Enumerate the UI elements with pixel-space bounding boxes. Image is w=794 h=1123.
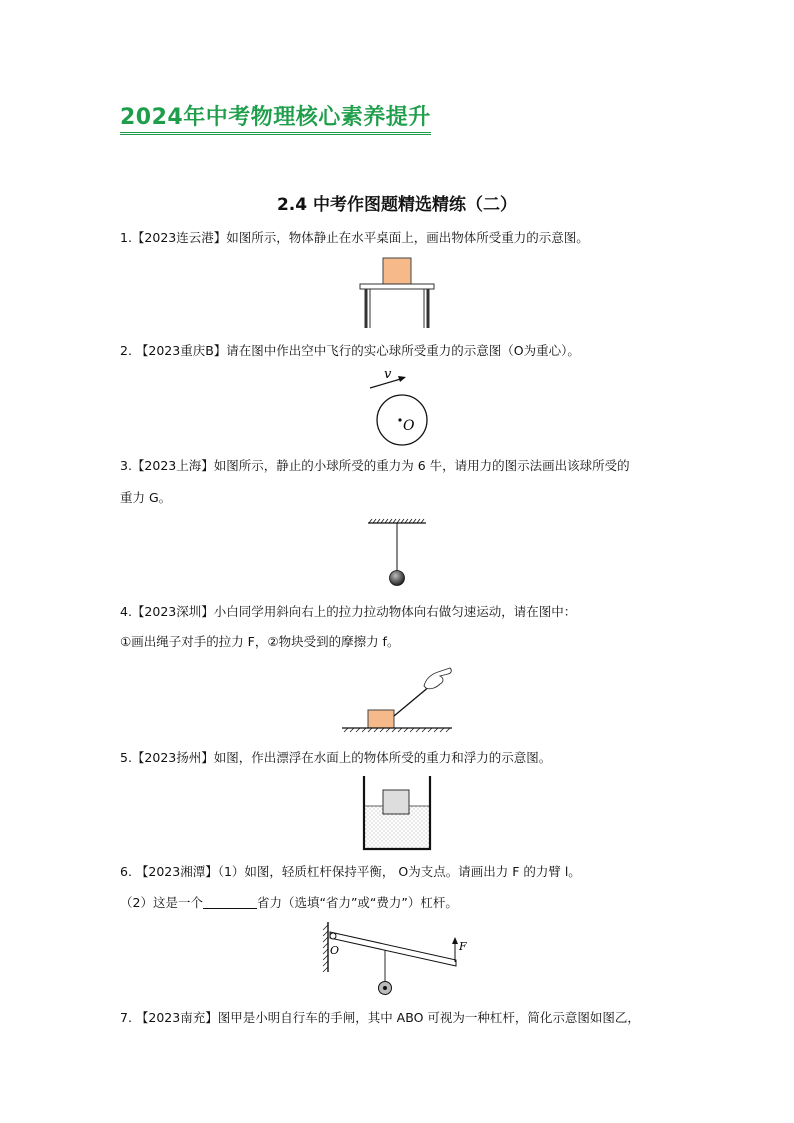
force-label: F bbox=[459, 940, 467, 953]
figure-2-ball bbox=[370, 366, 460, 446]
question-3-line-2: 重力 G。 bbox=[120, 490, 172, 505]
answer-blank[interactable] bbox=[203, 894, 257, 909]
hand bbox=[424, 668, 451, 689]
lever bbox=[330, 932, 456, 966]
pivot-label: O bbox=[330, 944, 340, 957]
figure-6-lever bbox=[318, 922, 468, 1002]
question-5: 5.【2023扬州】如图，作出漂浮在水面上的物体所受的重力和浮力的示意图。 bbox=[120, 750, 552, 765]
q6-line2-suffix: 省力（选填“省力”或“费力”）杠杆。 bbox=[256, 895, 458, 910]
center-point bbox=[398, 418, 401, 421]
floating-block bbox=[383, 790, 409, 814]
figure-4-pulling bbox=[340, 664, 460, 734]
solid-ball bbox=[377, 395, 427, 445]
table-top bbox=[360, 284, 434, 289]
question-6-line-1: 6. 【2023湘潭】（1）如图，轻质杠杆保持平衡， O为支点。请画出力 F 的力臂 l。 bbox=[120, 864, 581, 879]
question-7: 7. 【2023南充】图甲是小明自行车的手闸，其中 ABO 可视为一种杠杆，简化示意图如图乙， bbox=[120, 1010, 640, 1025]
velocity-label: v bbox=[384, 367, 392, 382]
figure-5-floating bbox=[361, 776, 433, 852]
block-pulled bbox=[368, 710, 394, 728]
figure-1-table bbox=[358, 256, 438, 331]
pivot bbox=[330, 933, 336, 939]
question-6-line-2 bbox=[120, 893, 458, 913]
rope bbox=[394, 686, 430, 716]
question-2: 2. 【2023重庆B】请在图中作出空中飞行的实心球所受重力的示意图（O为重心）。 bbox=[120, 343, 580, 358]
series-header: 2024年中考物理核心素养提升 bbox=[120, 104, 431, 135]
center-label: O bbox=[403, 418, 415, 434]
question-3-line-1: 3.【2023上海】如图所示，静止的小球所受的重力为 6 牛，请用力的图示法画出该球所受的 bbox=[120, 458, 630, 473]
small-ball bbox=[390, 571, 405, 586]
q6-line2-prefix: （2）这是一个 bbox=[120, 895, 203, 910]
page-title: 2.4 中考作图题精选精练（二） bbox=[276, 195, 518, 215]
block-on-table bbox=[383, 258, 411, 284]
question-4-line-2: ①画出绳子对手的拉力 F，②物块受到的摩擦力 f。 bbox=[120, 634, 400, 649]
figure-3-pendulum bbox=[362, 518, 432, 593]
question-1: 1.【2023连云港】如图所示，物体静止在水平桌面上，画出物体所受重力的示意图。 bbox=[120, 230, 589, 245]
question-4-line-1: 4.【2023深圳】小白同学用斜向右上的拉力拉动物体向右做匀速运动，请在图中： bbox=[120, 604, 577, 619]
